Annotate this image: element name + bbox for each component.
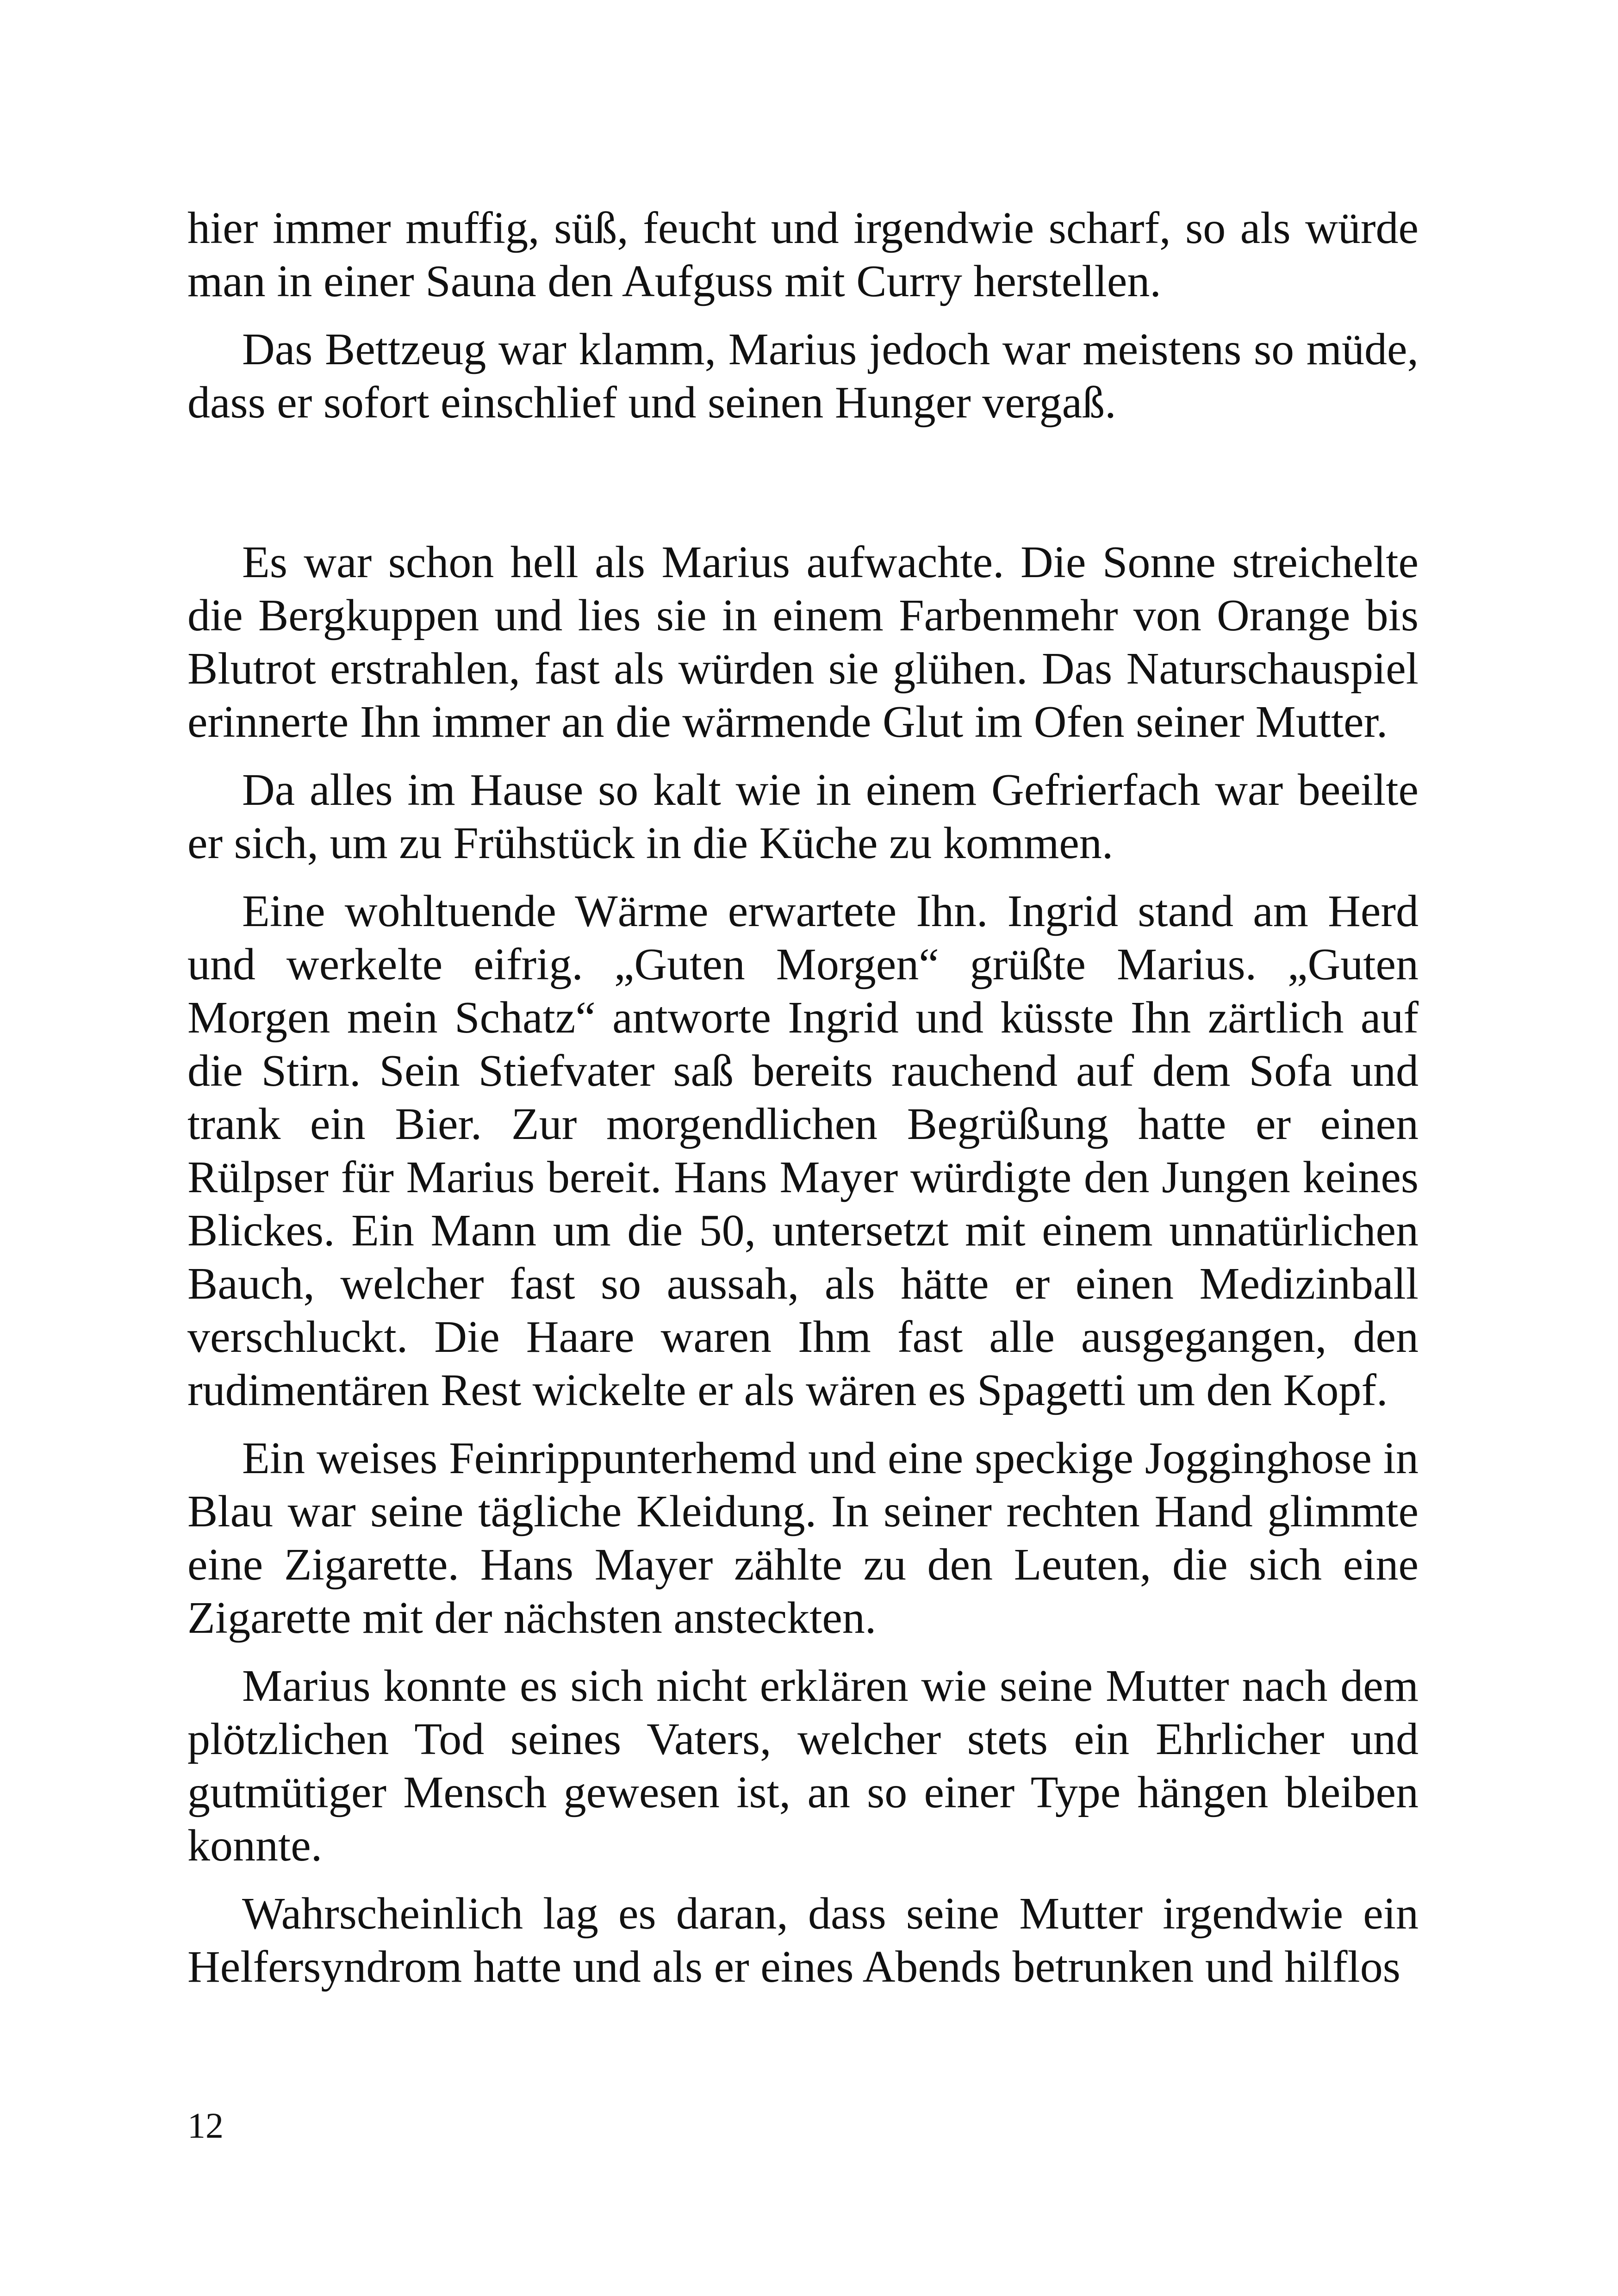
paragraph-1: hier immer muffig, süß, feucht und irgendwie scharf, so als würde man in einer Sauna den Aufguss mit Curry herstellen. bbox=[187, 203, 1419, 306]
paragraph-7: Marius konnte es sich nicht erklären wie seine Mutter nach dem plötzlichen Tod seines Vaters, welcher stets ein Ehrlicher und gutmütiger Mensch gewesen ist, an so einer Type hängen bleiben konnte. bbox=[187, 1661, 1419, 1871]
paragraph-2: Das Bettzeug war klamm, Marius jedoch war meistens so müde, dass er sofort einschlief und seinen Hunger vergaß. bbox=[187, 324, 1419, 428]
paragraph-8: Wahrscheinlich lag es daran, dass seine Mutter irgendwie ein Helfersyndrom hatte und als er eines Abends betrunken und hilflos bbox=[187, 1889, 1419, 1992]
page-number: 12 bbox=[187, 2105, 224, 2146]
paragraph-3: Es war schon hell als Marius aufwachte. Die Sonne streichelte die Bergkuppen und lies sie in einem Farbenmehr von Orange bis Blutrot erstrahlen, fast als würden sie glühen. Das Naturschauspiel erinnerte Ihn immer an die wärmende Glut im Ofen seiner Mutter. bbox=[187, 537, 1419, 747]
paragraph-4: Da alles im Hause so kalt wie in einem Gefrierfach war beeilte er sich, um zu Frühstück in die Küche zu kommen. bbox=[187, 765, 1419, 868]
paragraph-5: Eine wohltuende Wärme erwartete Ihn. Ingrid stand am Herd und werkelte eifrig. „Guten Morgen“ grüßte Marius. „Guten Morgen mein Schatz“ antworte Ingrid und küsste Ihn zärtlich auf die Stirn. Sein Stiefvater saß bereits rauchend auf dem Sofa und trank ein Bier. Zur morgendlichen Begrüßung hatte er einen Rülpser für Marius bereit. Hans Mayer würdigte den Jungen keines Blickes. Ein Mann um die 50, untersetzt mit einem unnatürlichen Bauch, welcher fast so aussah, als hätte er einen Medizinball verschluckt. Die Haare waren Ihm fast alle ausgegangen, den rudimentären Rest wickelte er als wären es Spagetti um den Kopf. bbox=[187, 886, 1419, 1415]
body-text bbox=[187, 202, 1419, 2009]
paragraph-6: Ein weises Feinrippunterhemd und eine speckige Jogginghose in Blau war seine tägliche Kleidung. In seiner rechten Hand glimmte eine Zigarette. Hans Mayer zählte zu den Leuten, die sich eine Zigarette mit der nächsten ansteckten. bbox=[187, 1433, 1419, 1643]
